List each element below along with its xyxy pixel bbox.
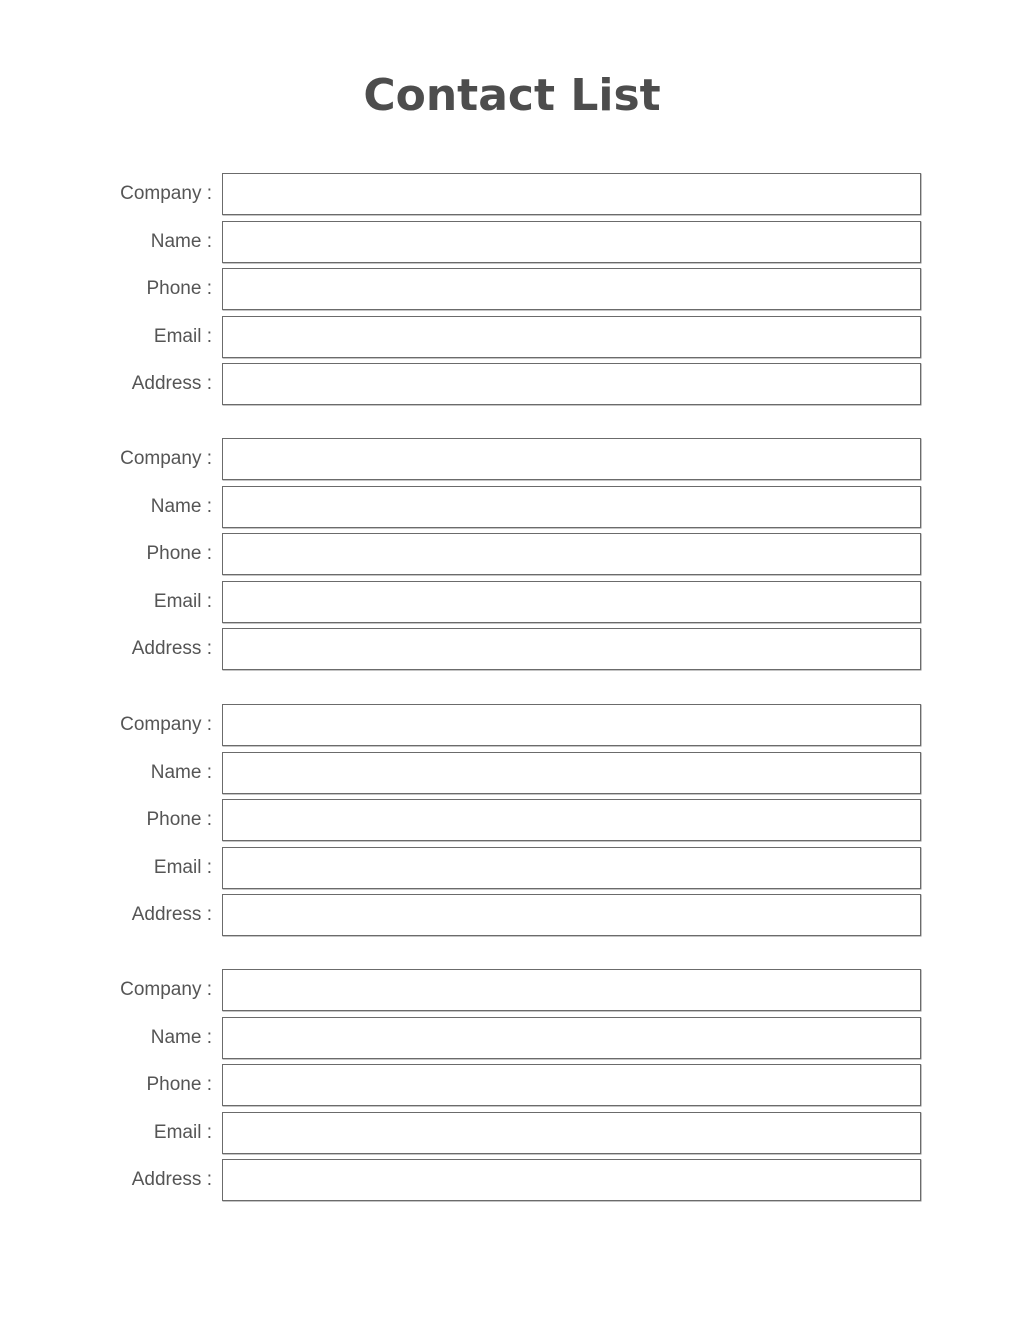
company-label: Company :: [120, 979, 212, 1000]
phone-row: [0, 1064, 1024, 1106]
address-input[interactable]: [222, 1159, 921, 1201]
name-row: [0, 221, 1024, 263]
address-input[interactable]: [222, 628, 921, 670]
address-input[interactable]: [222, 894, 921, 936]
address-label: Address :: [131, 373, 212, 394]
page-title: Contact List: [363, 70, 661, 121]
email-row: [0, 316, 1024, 358]
company-input[interactable]: [222, 173, 921, 215]
address-label: Address :: [131, 1169, 212, 1190]
address-label: Address :: [131, 638, 212, 659]
name-row: [0, 1017, 1024, 1059]
email-input[interactable]: [222, 1112, 921, 1154]
company-label: Company :: [120, 183, 212, 204]
address-row: [0, 363, 1024, 405]
company-row: [0, 969, 1024, 1011]
phone-row: [0, 268, 1024, 310]
company-row: [0, 438, 1024, 480]
phone-input[interactable]: [222, 268, 921, 310]
email-input[interactable]: [222, 847, 921, 889]
email-row: [0, 581, 1024, 623]
phone-input[interactable]: [222, 533, 921, 575]
company-input[interactable]: [222, 704, 921, 746]
company-input[interactable]: [222, 438, 921, 480]
name-input[interactable]: [222, 221, 921, 263]
email-label: Email :: [153, 1121, 212, 1143]
company-row: [0, 704, 1024, 746]
phone-row: [0, 799, 1024, 841]
address-row: [0, 894, 1024, 936]
phone-row: [0, 533, 1024, 575]
company-label: Company :: [120, 448, 212, 469]
name-row: [0, 486, 1024, 528]
company-label: Company :: [120, 714, 212, 735]
name-label: Name :: [150, 761, 212, 783]
name-input[interactable]: [222, 486, 921, 528]
name-label: Name :: [150, 1026, 212, 1048]
phone-input[interactable]: [222, 1064, 921, 1106]
address-input[interactable]: [222, 363, 921, 405]
email-row: [0, 847, 1024, 889]
address-row: [0, 628, 1024, 670]
email-label: Email :: [153, 856, 212, 878]
phone-label: Phone :: [146, 278, 212, 299]
name-row: [0, 752, 1024, 794]
company-row: [0, 173, 1024, 215]
email-input[interactable]: [222, 581, 921, 623]
company-input[interactable]: [222, 969, 921, 1011]
phone-label: Phone :: [146, 1074, 212, 1095]
address-row: [0, 1159, 1024, 1201]
name-label: Name :: [150, 230, 212, 252]
email-label: Email :: [153, 590, 212, 612]
name-input[interactable]: [222, 752, 921, 794]
phone-label: Phone :: [146, 809, 212, 830]
name-label: Name :: [150, 495, 212, 517]
email-row: [0, 1112, 1024, 1154]
email-input[interactable]: [222, 316, 921, 358]
phone-label: Phone :: [146, 543, 212, 564]
phone-input[interactable]: [222, 799, 921, 841]
name-input[interactable]: [222, 1017, 921, 1059]
address-label: Address :: [131, 904, 212, 925]
email-label: Email :: [153, 325, 212, 347]
